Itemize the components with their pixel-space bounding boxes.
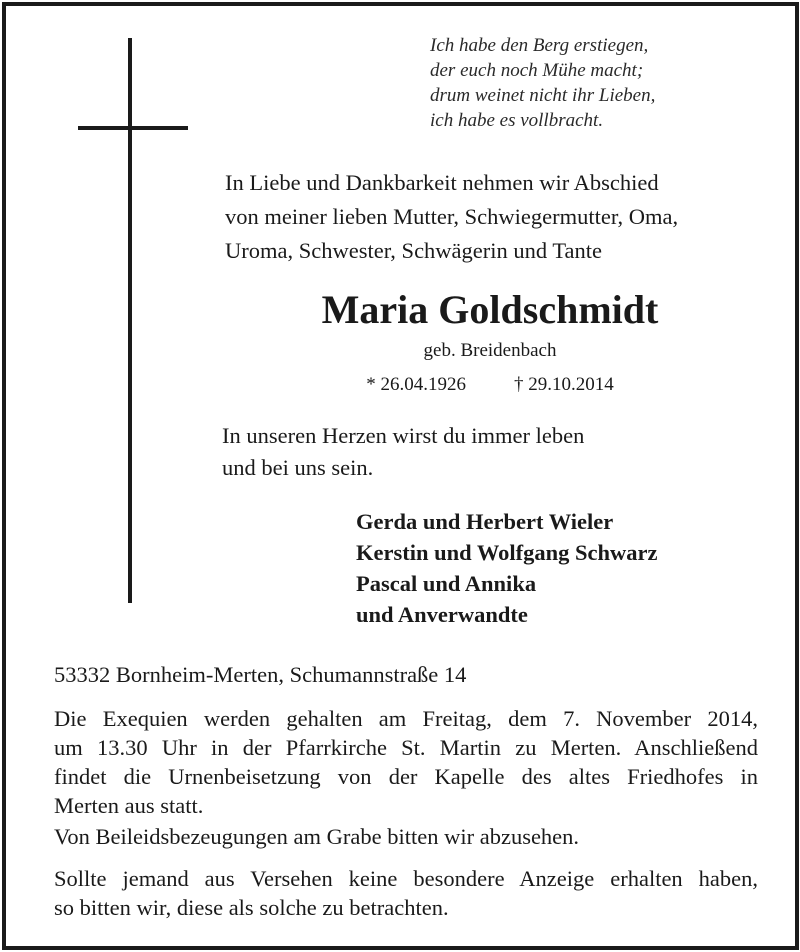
condolence-note bbox=[54, 822, 758, 851]
service-line: findet die Urnenbeisetzung von der Kapelle des altes Friedhofes in bbox=[54, 764, 758, 789]
poem bbox=[430, 33, 655, 133]
address: 53332 Bornheim-Merten, Schumannstraße 14 bbox=[54, 662, 467, 687]
condolence-line: Von Beileidsbezeugungen am Grabe bitten wir abzusehen. bbox=[54, 824, 580, 849]
poem-line: Ich habe den Berg erstiegen, bbox=[430, 35, 649, 56]
service-line: Die Exequien werden gehalten am Freitag, dem 7. November 2014, bbox=[54, 706, 758, 731]
cross-horizontal-bar bbox=[78, 126, 188, 130]
mourner: Kerstin und Wolfgang Schwarz bbox=[356, 540, 658, 565]
poem-line: drum weinet nicht ihr Lieben, bbox=[430, 85, 656, 106]
intro-line: In Liebe und Dankbarkeit nehmen wir Abschied bbox=[225, 170, 659, 195]
mourner: Gerda und Herbert Wieler bbox=[356, 509, 614, 534]
mourner: und Anverwandte bbox=[356, 602, 528, 627]
service-info bbox=[54, 704, 758, 820]
closing-line: so bitten wir, diese als solche zu betrachten. bbox=[54, 895, 449, 920]
intro-line: von meiner lieben Mutter, Schwiegermutter, Oma, bbox=[225, 204, 679, 229]
mourner: Pascal und Annika bbox=[356, 571, 537, 596]
birth-date: * 26.04.1926 bbox=[366, 374, 466, 395]
service-line: Merten aus statt. bbox=[54, 793, 204, 818]
cross-vertical-bar bbox=[128, 38, 132, 603]
poem-line: ich habe es vollbracht. bbox=[430, 110, 604, 131]
memory-text bbox=[222, 420, 584, 484]
deceased-name: Maria Goldschmidt bbox=[321, 287, 659, 332]
closing-note bbox=[54, 864, 758, 922]
closing-line: Sollte jemand aus Versehen keine besondere Anzeige erhalten haben, bbox=[54, 866, 758, 891]
death-date: † 29.10.2014 bbox=[514, 374, 614, 395]
intro-text bbox=[225, 166, 678, 268]
service-line: um 13.30 Uhr in der Pfarrkirche St. Martin zu Merten. Anschließend bbox=[54, 735, 758, 760]
life-dates bbox=[200, 372, 780, 398]
maiden-name: geb. Breidenbach bbox=[423, 340, 557, 361]
memory-line: In unseren Herzen wirst du immer leben bbox=[222, 423, 585, 448]
mourners-list bbox=[356, 506, 658, 630]
memory-line: und bei uns sein. bbox=[222, 455, 374, 480]
intro-line: Uroma, Schwester, Schwägerin und Tante bbox=[225, 238, 603, 263]
poem-line: der euch noch Mühe macht; bbox=[430, 60, 644, 81]
